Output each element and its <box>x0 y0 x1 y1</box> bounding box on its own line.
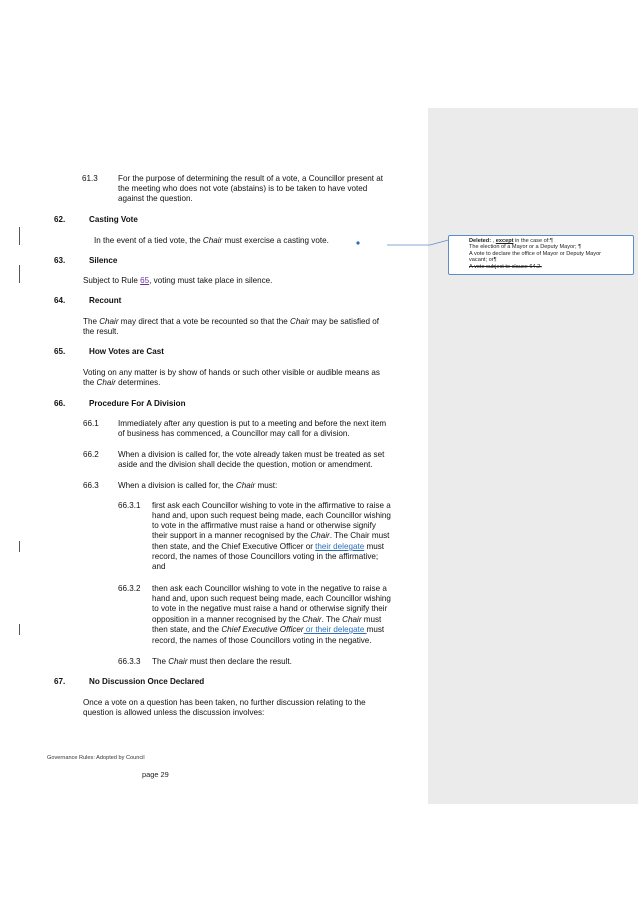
subclause-number: 66.3.2 <box>118 584 141 593</box>
clause-number: 66.2 <box>83 450 99 459</box>
clause-text-line: of business has commenced, a Councillor may call for a division. <box>118 429 350 438</box>
section-number: 65. <box>54 347 66 356</box>
subclause-number: 66.3.1 <box>118 501 141 510</box>
change-bar <box>19 265 20 283</box>
subclause-text-line: hand and, upon such request being made, each Councillor wishing <box>152 594 391 603</box>
subclause-text-line: The Chair must then declare the result. <box>152 657 292 666</box>
section-number: 64. <box>54 296 66 305</box>
comment-line: vacant; or¶ <box>469 257 497 264</box>
clause-number: 66.1 <box>83 419 99 428</box>
subclause-text-line: record, the names of those Councillors voting in the negative. <box>152 636 372 645</box>
section-heading: No Discussion Once Declared <box>89 677 205 686</box>
deleted-comment-balloon[interactable] <box>448 235 634 275</box>
subclause-text-line: to vote in the negative must raise a hand or otherwise signify their <box>152 604 388 613</box>
recount-text-line: the result. <box>83 327 119 336</box>
clause-number: 66.3 <box>83 481 99 490</box>
section-number: 63. <box>54 256 66 265</box>
votes-cast-text-line: the Chair determines. <box>83 378 161 387</box>
comment-line: The election of a Mayor or a Deputy Mayor; ¶ <box>469 244 582 251</box>
subclause-number: 66.3.3 <box>118 657 141 666</box>
clause-text-line: the meeting who does not vote (abstains) is to be taken to have voted <box>118 184 368 193</box>
rule-65-link[interactable]: 65 <box>140 276 150 285</box>
section-number: 62. <box>54 215 66 224</box>
their-delegate-insertion[interactable]: their delegate <box>315 542 365 551</box>
footer-text: Governance Rules: Adopted by Council <box>47 755 145 761</box>
no-discussion-text-line: Once a vote on a question has been taken, no further discussion relating to the <box>83 698 366 707</box>
clause-text-line: When a division is called for, the Chair must: <box>118 481 278 490</box>
their-delegate-insertion[interactable]: or their delegate <box>303 625 367 634</box>
clause-text-line: aside and the division shall decide the question, motion or amendment. <box>118 460 373 469</box>
markup-pane <box>428 108 638 804</box>
change-bar <box>19 227 20 245</box>
subclause-text-line: record, the names of those Councillors voting in the affirmative; <box>152 552 379 561</box>
section-heading: Procedure For A Division <box>89 399 186 408</box>
subclause-text-line: opposition in a manner recognised by the Chair. The Chair must <box>152 615 382 624</box>
subclause-text-line: first ask each Councillor wishing to vote in the affirmative to raise a <box>152 501 391 510</box>
silence-text: Subject to Rule 65, voting must take place in silence. <box>83 276 273 285</box>
change-bar <box>19 624 20 635</box>
clause-text-line: Immediately after any question is put to a meeting and before the next item <box>118 419 387 428</box>
section-heading: Casting Vote <box>89 215 138 224</box>
subclause-text-line: their support in a manner recognised by the Chair. The Chair must <box>152 531 390 540</box>
section-heading: Recount <box>89 296 122 305</box>
section-number: 67. <box>54 677 66 686</box>
subclause-text-line: and <box>152 562 166 571</box>
page-number: page 29 <box>142 770 169 779</box>
subclause-text-line: to vote in the affirmative must raise a hand or otherwise signify <box>152 521 376 530</box>
clause-text-line: When a division is called for, the vote already taken must be treated as set <box>118 450 385 459</box>
section-number: 66. <box>54 399 66 408</box>
casting-vote-text: In the event of a tied vote, the Chair must exercise a casting vote. <box>94 236 329 245</box>
subclause-text-line: then state, and the Chief Executive Officer or their delegate must <box>152 625 385 634</box>
subclause-text-line: hand and, upon such request being made, each Councillor wishing <box>152 511 391 520</box>
section-heading: Silence <box>89 256 118 265</box>
subclause-text-line: then ask each Councillor wishing to vote in the negative to raise a <box>152 584 387 593</box>
clause-text-line: against the question. <box>118 194 193 203</box>
change-bar <box>19 541 20 552</box>
section-heading: How Votes are Cast <box>89 347 164 356</box>
comment-line: A vote to declare the office of Mayor or Deputy Mayor <box>469 250 602 257</box>
votes-cast-text-line: Voting on any matter is by show of hands or such other visible or audible means as <box>83 368 380 377</box>
clause-number: 61.3 <box>82 174 98 183</box>
recount-text-line: The Chair may direct that a vote be recounted so that the Chair may be satisfied of <box>83 317 380 326</box>
comment-line: Deleted: , except in the case of:¶ <box>469 238 553 244</box>
no-discussion-text-line: question is allowed unless the discussion involves: <box>83 708 265 717</box>
comment-line: A vote subject to clause 64.2. <box>469 263 542 270</box>
subclause-text-line: then state, and the Chief Executive Officer or their delegate must <box>152 542 385 551</box>
clause-text-line: For the purpose of determining the result of a vote, a Councillor present at <box>118 174 383 183</box>
